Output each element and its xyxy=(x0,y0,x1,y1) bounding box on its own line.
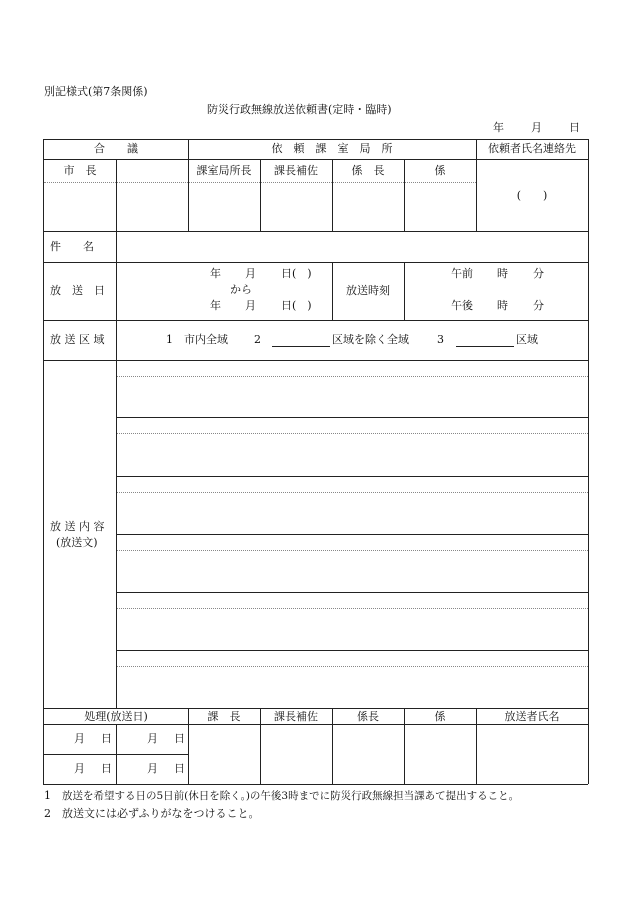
col-line xyxy=(116,231,117,262)
area-opt1-num: 1 xyxy=(166,333,173,346)
writing-guide-dotted xyxy=(117,666,588,667)
date-day: 日 xyxy=(569,121,580,134)
content-label: 放 送 内 容 xyxy=(50,520,105,533)
kara-label: から xyxy=(230,283,252,296)
writing-guide-dotted xyxy=(117,492,588,493)
proc-ka-chief: 課 長 xyxy=(207,710,241,723)
broadcast-date-label: 放 送 日 xyxy=(50,284,105,297)
pm-hour: 時 xyxy=(497,299,508,312)
note2-num: 2 xyxy=(44,807,51,820)
table-border-top xyxy=(43,139,588,140)
proc-day: 日 xyxy=(101,762,112,775)
col-line xyxy=(404,159,405,231)
kakari-label: 係 xyxy=(434,164,446,177)
area-opt1-text: 市内全域 xyxy=(184,333,228,346)
page-title: 防災行政無線放送依頼書(定時・臨時) xyxy=(207,103,392,116)
to-day: 日( ) xyxy=(281,299,312,312)
proc-ka-deputy: 課長補佐 xyxy=(274,710,318,723)
dotted-guide xyxy=(44,182,476,183)
writing-guide-dotted xyxy=(117,376,588,377)
kakari-chief-label: 係 長 xyxy=(351,164,385,177)
table-border-left xyxy=(43,139,44,784)
col-line xyxy=(188,139,189,231)
table-border-bottom xyxy=(43,784,588,785)
col-line xyxy=(116,320,117,360)
col-line xyxy=(116,159,117,231)
writing-line xyxy=(116,592,588,593)
to-year: 年 xyxy=(210,299,221,312)
writing-guide-dotted xyxy=(117,550,588,551)
goukgi-header: 合 議 xyxy=(94,142,138,155)
row-line xyxy=(43,231,588,232)
area-blank-2[interactable] xyxy=(272,346,330,347)
proc-month: 月 xyxy=(74,762,85,775)
from-year: 年 xyxy=(210,267,221,280)
row-line xyxy=(43,360,588,361)
row-line xyxy=(43,724,588,725)
col-line xyxy=(332,262,333,320)
am-label: 午前 xyxy=(451,267,473,280)
content-label-sub: (放送文) xyxy=(56,536,98,549)
note1: 放送を希望する日の5日前(休日を除く。)の午後3時までに防災行政無線担当課あて提出すること。 xyxy=(62,790,520,802)
proc-month: 月 xyxy=(147,762,158,775)
proc-kakari-chief: 係長 xyxy=(357,710,379,723)
broadcast-time-label: 放送時刻 xyxy=(346,284,390,297)
col-line xyxy=(188,708,189,784)
date-month: 月 xyxy=(531,121,542,134)
row-line xyxy=(43,754,188,755)
proc-day: 日 xyxy=(174,732,185,745)
area-blank-3[interactable] xyxy=(456,346,514,347)
writing-line xyxy=(116,417,588,418)
from-day: 日( ) xyxy=(281,267,312,280)
date-year: 年 xyxy=(493,121,504,134)
row-line xyxy=(43,320,588,321)
col-line xyxy=(332,708,333,784)
writing-line xyxy=(116,650,588,651)
col-line xyxy=(116,262,117,320)
col-line xyxy=(404,708,405,784)
form-label: 別記様式(第7条関係) xyxy=(44,85,148,98)
from-month: 月 xyxy=(245,267,256,280)
area-opt3-num: 3 xyxy=(437,333,444,346)
col-line xyxy=(476,708,477,784)
mayor-label: 市 長 xyxy=(63,164,97,177)
note2: 放送文には必ずふりがなをつけること。 xyxy=(62,807,260,820)
irai-kyoku-header: 依 頼 課 室 局 所 xyxy=(271,142,393,155)
proc-day: 日 xyxy=(101,732,112,745)
table-border-right xyxy=(588,139,589,784)
proc-month: 月 xyxy=(147,732,158,745)
am-hour: 時 xyxy=(497,267,508,280)
proc-broadcaster: 放送者氏名 xyxy=(504,710,560,723)
row-line xyxy=(43,262,588,263)
row-line xyxy=(43,708,588,709)
subject-label: 件 名 xyxy=(50,240,94,253)
am-min: 分 xyxy=(533,267,544,280)
writing-guide-dotted xyxy=(117,608,588,609)
to-month: 月 xyxy=(245,299,256,312)
proc-kakari: 係 xyxy=(434,710,446,723)
writing-guide-dotted xyxy=(117,433,588,434)
note1-num: 1 xyxy=(44,789,51,802)
proc-month: 月 xyxy=(74,732,85,745)
col-line xyxy=(260,159,261,231)
col-line xyxy=(332,159,333,231)
area-opt3-text: 区域 xyxy=(516,333,538,346)
col-line xyxy=(404,262,405,320)
col-line xyxy=(260,708,261,784)
row-line xyxy=(43,159,588,160)
processing-label: 処理(放送日) xyxy=(84,710,148,723)
area-opt2-text: 区域を除く全域 xyxy=(332,333,409,346)
writing-line xyxy=(116,476,588,477)
ka-deputy-label: 課長補佐 xyxy=(274,164,318,177)
writing-line xyxy=(116,534,588,535)
pm-label: 午後 xyxy=(451,299,473,312)
contact-header: 依頼者氏名連絡先 xyxy=(488,142,576,155)
pm-min: 分 xyxy=(533,299,544,312)
area-opt2-num: 2 xyxy=(254,333,261,346)
area-label: 放 送 区 域 xyxy=(50,333,105,346)
proc-day: 日 xyxy=(174,762,185,775)
ka-chief-label: 課室局所長 xyxy=(196,164,252,177)
col-line xyxy=(476,139,477,231)
contact-paren: ( ) xyxy=(516,189,548,202)
